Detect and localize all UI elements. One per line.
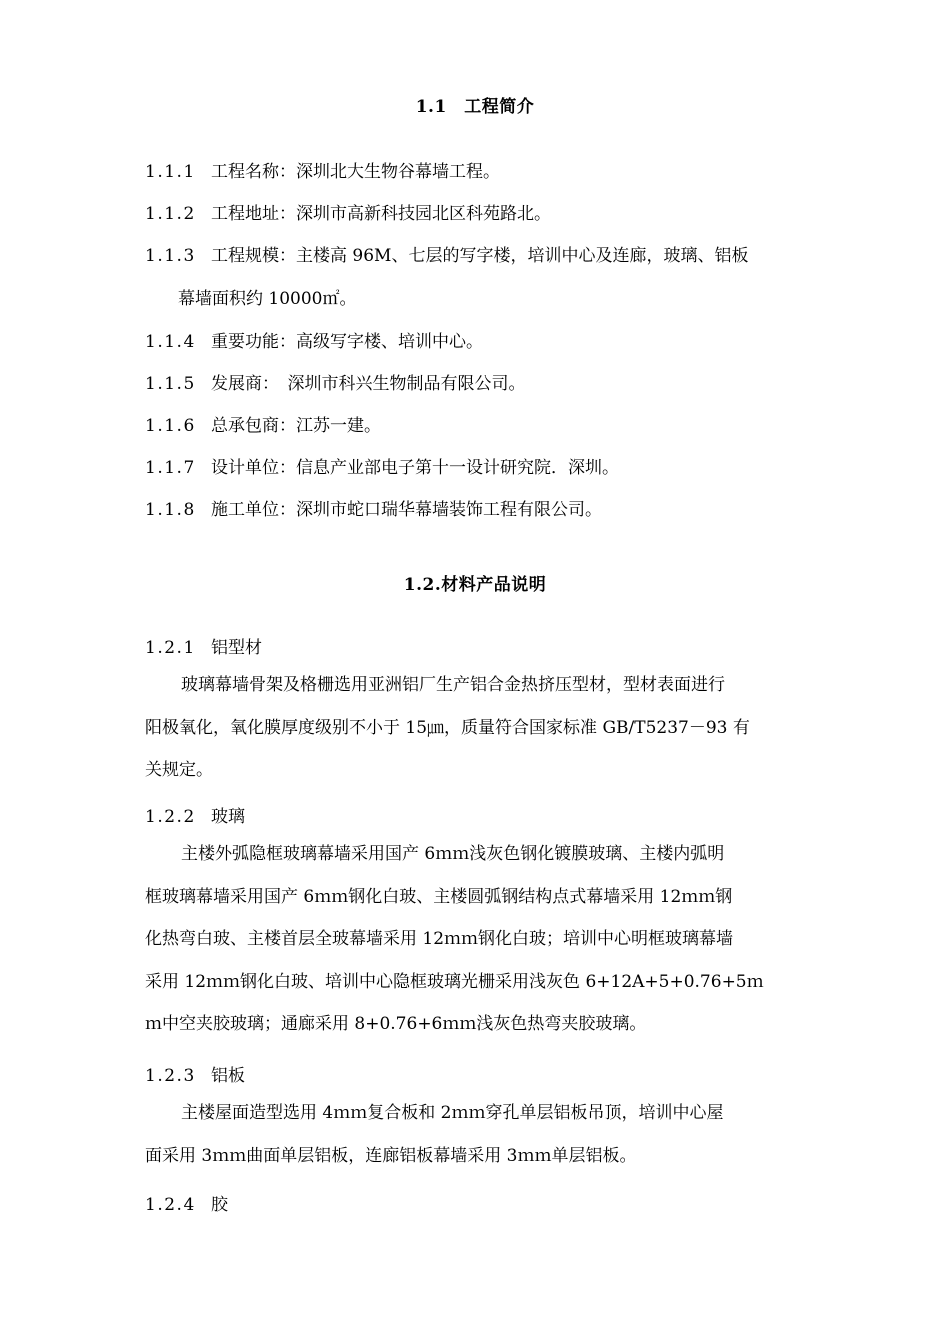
item-1-1-4	[145, 327, 483, 352]
item-1-1-7	[145, 453, 619, 478]
item-1-1-3-continuation: 幕墙面积约 10000㎡。	[178, 289, 357, 309]
subsection-title: 铝板	[211, 1066, 245, 1086]
paragraph-line: 面采用 3ｍｍ曲面单层铝板，连廊铝板幕墙采用 3ｍｍ单层铝板。	[145, 1145, 637, 1166]
item-number: 1.1.4	[145, 332, 196, 352]
subsection-title: 玻璃	[211, 807, 245, 827]
paragraph-line: ｍ中空夹胶玻璃；通廊采用 8+0.76+6ｍｍ浅灰色热弯夹胶玻璃。	[145, 1014, 647, 1034]
paragraph-line: 阳极氧化，氧化膜厚度级别不小于 15㎛，质量符合国家标准 GB/T5237－93 有	[145, 717, 750, 738]
subsection-title: 胶	[211, 1195, 228, 1215]
item-text: 施工单位：深圳市蛇口瑞华幕墙装饰工程有限公司。	[211, 500, 602, 520]
item-1-1-5	[145, 369, 526, 394]
paragraph-aluminum-profile	[145, 664, 810, 792]
subsection-number: 1.2.1	[145, 638, 196, 658]
subsection-1-2-2	[145, 802, 245, 827]
item-text: 工程地址：深圳市高新科技园北区科苑路北。	[211, 204, 551, 224]
item-text: 重要功能：高级写字楼、培训中心。	[211, 332, 483, 352]
paragraph-line: 玻璃幕墙骨架及格栅选用亚洲铝厂生产铝合金热挤压型材，型材表面进行	[181, 675, 725, 695]
item-number: 1.1.1	[145, 162, 196, 182]
item-number: 1.1.8	[145, 500, 196, 520]
item-1-1-2	[145, 199, 551, 224]
item-text: 总承包商：江苏一建。	[211, 416, 381, 436]
section-1-2-title: 1.2.材料产品说明	[403, 575, 547, 595]
item-number: 1.1.5	[145, 374, 196, 394]
item-1-1-8	[145, 495, 602, 520]
item-1-1-3	[145, 241, 748, 266]
item-text: 工程规模：主楼高 96M、七层的写字楼，培训中心及连廊，玻璃、铝板	[211, 246, 749, 266]
subsection-1-2-3	[145, 1061, 245, 1086]
subsection-1-2-4	[145, 1190, 228, 1215]
subsection-number: 1.2.3	[145, 1066, 196, 1086]
item-text: 发展商： 深圳市科兴生物制品有限公司。	[211, 374, 526, 394]
paragraph-line: 主楼屋面造型选用 4ｍｍ复合板和 2ｍｍ穿孔单层铝板吊顶，培训中心屋	[181, 1103, 724, 1123]
paragraph-line: 框玻璃幕墙采用国产 6ｍｍ钢化白玻、主楼圆弧钢结构点式幕墙采用 12ｍｍ钢	[145, 886, 733, 907]
section-1-1-title: 1.1 工程简介	[415, 97, 535, 117]
paragraph-aluminum-panel	[145, 1092, 810, 1177]
subsection-number: 1.2.4	[145, 1195, 196, 1215]
item-1-1-6	[145, 411, 381, 436]
paragraph-line: 关规定。	[145, 760, 213, 780]
item-number: 1.1.3	[145, 246, 196, 266]
paragraph-glass	[145, 833, 810, 1046]
item-1-1-1	[145, 157, 500, 182]
item-number: 1.1.6	[145, 416, 196, 436]
paragraph-line: 化热弯白玻、主楼首层全玻幕墙采用 12ｍｍ钢化白玻；培训中心明框玻璃幕墙	[145, 929, 734, 949]
paragraph-line: 采用 12ｍｍ钢化白玻、培训中心隐框玻璃光栅采用浅灰色 6+12A+5+0.76+5ｍ	[145, 971, 764, 992]
paragraph-line: 主楼外弧隐框玻璃幕墙采用国产 6ｍｍ浅灰色钢化镀膜玻璃、主楼内弧明	[181, 844, 725, 864]
item-number: 1.1.2	[145, 204, 196, 224]
item-text: 工程名称：深圳北大生物谷幕墙工程。	[211, 162, 500, 182]
subsection-title: 铝型材	[211, 638, 262, 658]
item-text: 设计单位：信息产业部电子第十一设计研究院．深圳。	[211, 458, 619, 478]
subsection-1-2-1	[145, 633, 262, 658]
item-number: 1.1.7	[145, 458, 196, 478]
subsection-number: 1.2.2	[145, 807, 196, 827]
